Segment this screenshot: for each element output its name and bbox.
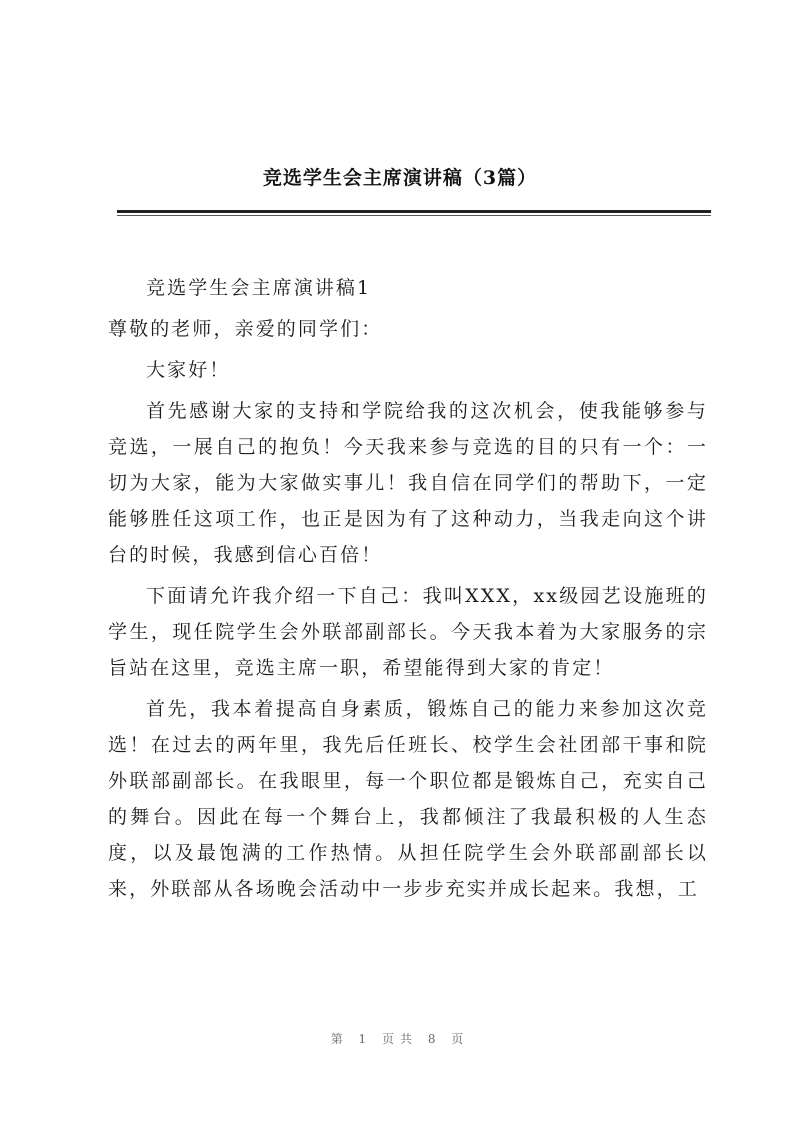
paragraph-experience: 首先，我本着提高自身素质，锻炼自己的能力来参加这次竞选！在过去的两年里，我先后任班长、校学生会社团部干事和院外联部副部长。在我眼里，每一个职位都是锻炼自己，充实自己的舞台。因此在每一个舞台上，我都倾注了我最积极的人生态度，以及最饱满的工作热情。从担任院学生会外联部副部长以来，外联部从各场晚会活动中一步步充实并成长起来。我想，工 xyxy=(108,698,708,900)
paragraph-self-introduction: 下面请允许我介绍一下自己：我叫XXX，xx级园艺设施班的学生，现任院学生会外联部副部长。今天我本着为大家服务的宗旨站在这里，竞选主席一职，希望能得到大家的肯定！ xyxy=(108,585,708,679)
document-title: 竞选学生会主席演讲稿（3篇） xyxy=(262,167,538,189)
section-heading: 竞选学生会主席演讲稿1 xyxy=(146,277,372,299)
title-divider-thick xyxy=(117,210,711,213)
salutation: 尊敬的老师，亲爱的同学们： xyxy=(108,318,383,340)
document-body xyxy=(108,270,708,912)
greeting: 大家好！ xyxy=(146,359,231,381)
paragraph-intro: 首先感谢大家的支持和学院给我的这次机会，使我能够参与竞选，一展自己的抱负！今天我来参与竞选的目的只有一个：一切为大家，能为大家做实事儿！我自信在同学们的帮助下，一定能够胜任这项工作，也正是因为有了这种动力，当我走向这个讲台的时候，我感到信心百倍！ xyxy=(108,400,708,566)
page-footer: 第 1 页共 8 页 xyxy=(330,1032,470,1046)
title-divider-thin xyxy=(117,215,711,216)
